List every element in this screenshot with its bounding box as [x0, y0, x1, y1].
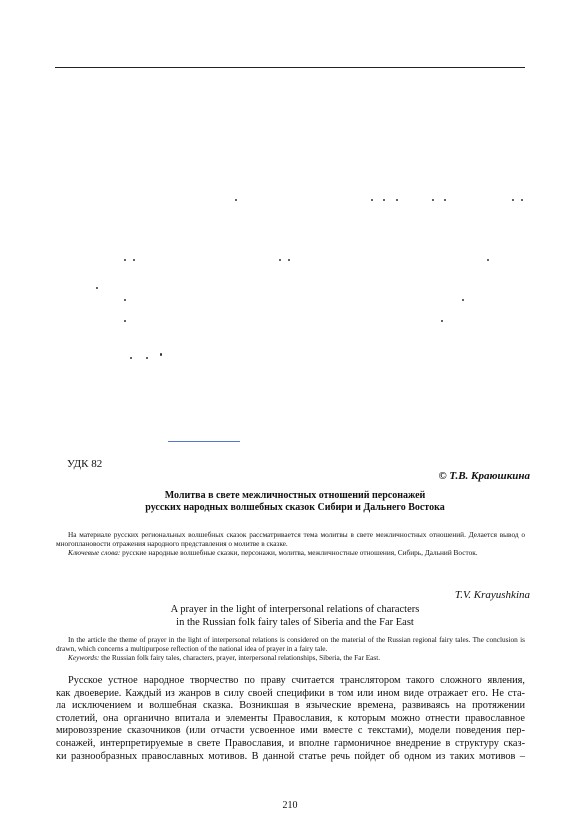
- abstract-ru: [56, 530, 525, 557]
- body-text: [56, 675, 525, 763]
- body-line: как двоеверие. Каждый из жанров в силу своей специфики в том или ином виде отражает его. Не ста-: [56, 687, 525, 699]
- title-ru: [60, 490, 530, 514]
- body-line: ки разнообразных православных мотивов. В данной статье речь пойдет об одном из таких мотивов –: [56, 750, 525, 762]
- keywords-en-text: the Russian folk fairy tales, characters, prayer, interpersonal relationships, Siberia, the Far East.: [99, 653, 381, 662]
- keywords-ru: [56, 548, 525, 557]
- link-underline: [168, 441, 240, 442]
- abstract-en-text: In the article the theme of prayer in the light of interpersonal relations is considered on the material of the Russian regional fairy tales. The conclusion is drawn, which concerns a multipurpose reflection of the national idea of prayer in a fairy tale.: [56, 635, 525, 653]
- author-en: T.V. Krayushkina: [454, 589, 530, 601]
- udk-code: УДК 82: [67, 458, 103, 470]
- body-line: сонажей, интерпретируемые в свете Православия, и вполне гармоничное внедрение в структуру сказ-: [56, 737, 525, 749]
- body-line: Русское устное народное творчество по праву считается транслятором такого сложного явления,: [68, 675, 525, 686]
- title-en: [60, 603, 530, 629]
- body-line: столетий, она органично впитала и элементы Православия, к которым можно отнести православное: [56, 712, 525, 724]
- body-line: ла исключением и волшебная сказка. Возникшая в языческие времена, развиваясь на протяжении: [56, 700, 525, 712]
- keywords-en: [56, 653, 525, 662]
- keywords-ru-label: Ключевые слова:: [68, 548, 121, 557]
- title-en-line-1: A prayer in the light of interpersonal relations of characters: [170, 604, 420, 615]
- page-number: 210: [282, 800, 298, 811]
- abstract-ru-text: На материале русских региональных волшебных сказок рассматривается тема молитвы в свете межличностных отношений. Делается вывод о многоплановости отражения народного представления о молитве в сказке.: [56, 530, 525, 548]
- title-ru-line-2: русских народных волшебных сказок Сибири и Дальнего Востока: [145, 502, 445, 513]
- body-line: мировоззрение сказочников (или отчасти усвоенное ими вместе с текстами), модели поведения пер-: [56, 725, 525, 737]
- author-ru: © Т.В. Краюшкина: [438, 470, 530, 482]
- keywords-ru-text: русские народные волшебные сказки, персонажи, молитва, межличностные отношения, Сибирь, Дальний Восток.: [120, 548, 478, 557]
- header-rule: [55, 67, 525, 68]
- abstract-en: [56, 635, 525, 662]
- title-ru-line-1: Молитва в свете межличностных отношений персонажей: [164, 490, 426, 501]
- title-en-line-2: in the Russian folk fairy tales of Siberia and the Far East: [176, 617, 414, 628]
- keywords-en-label: Keywords:: [68, 653, 100, 662]
